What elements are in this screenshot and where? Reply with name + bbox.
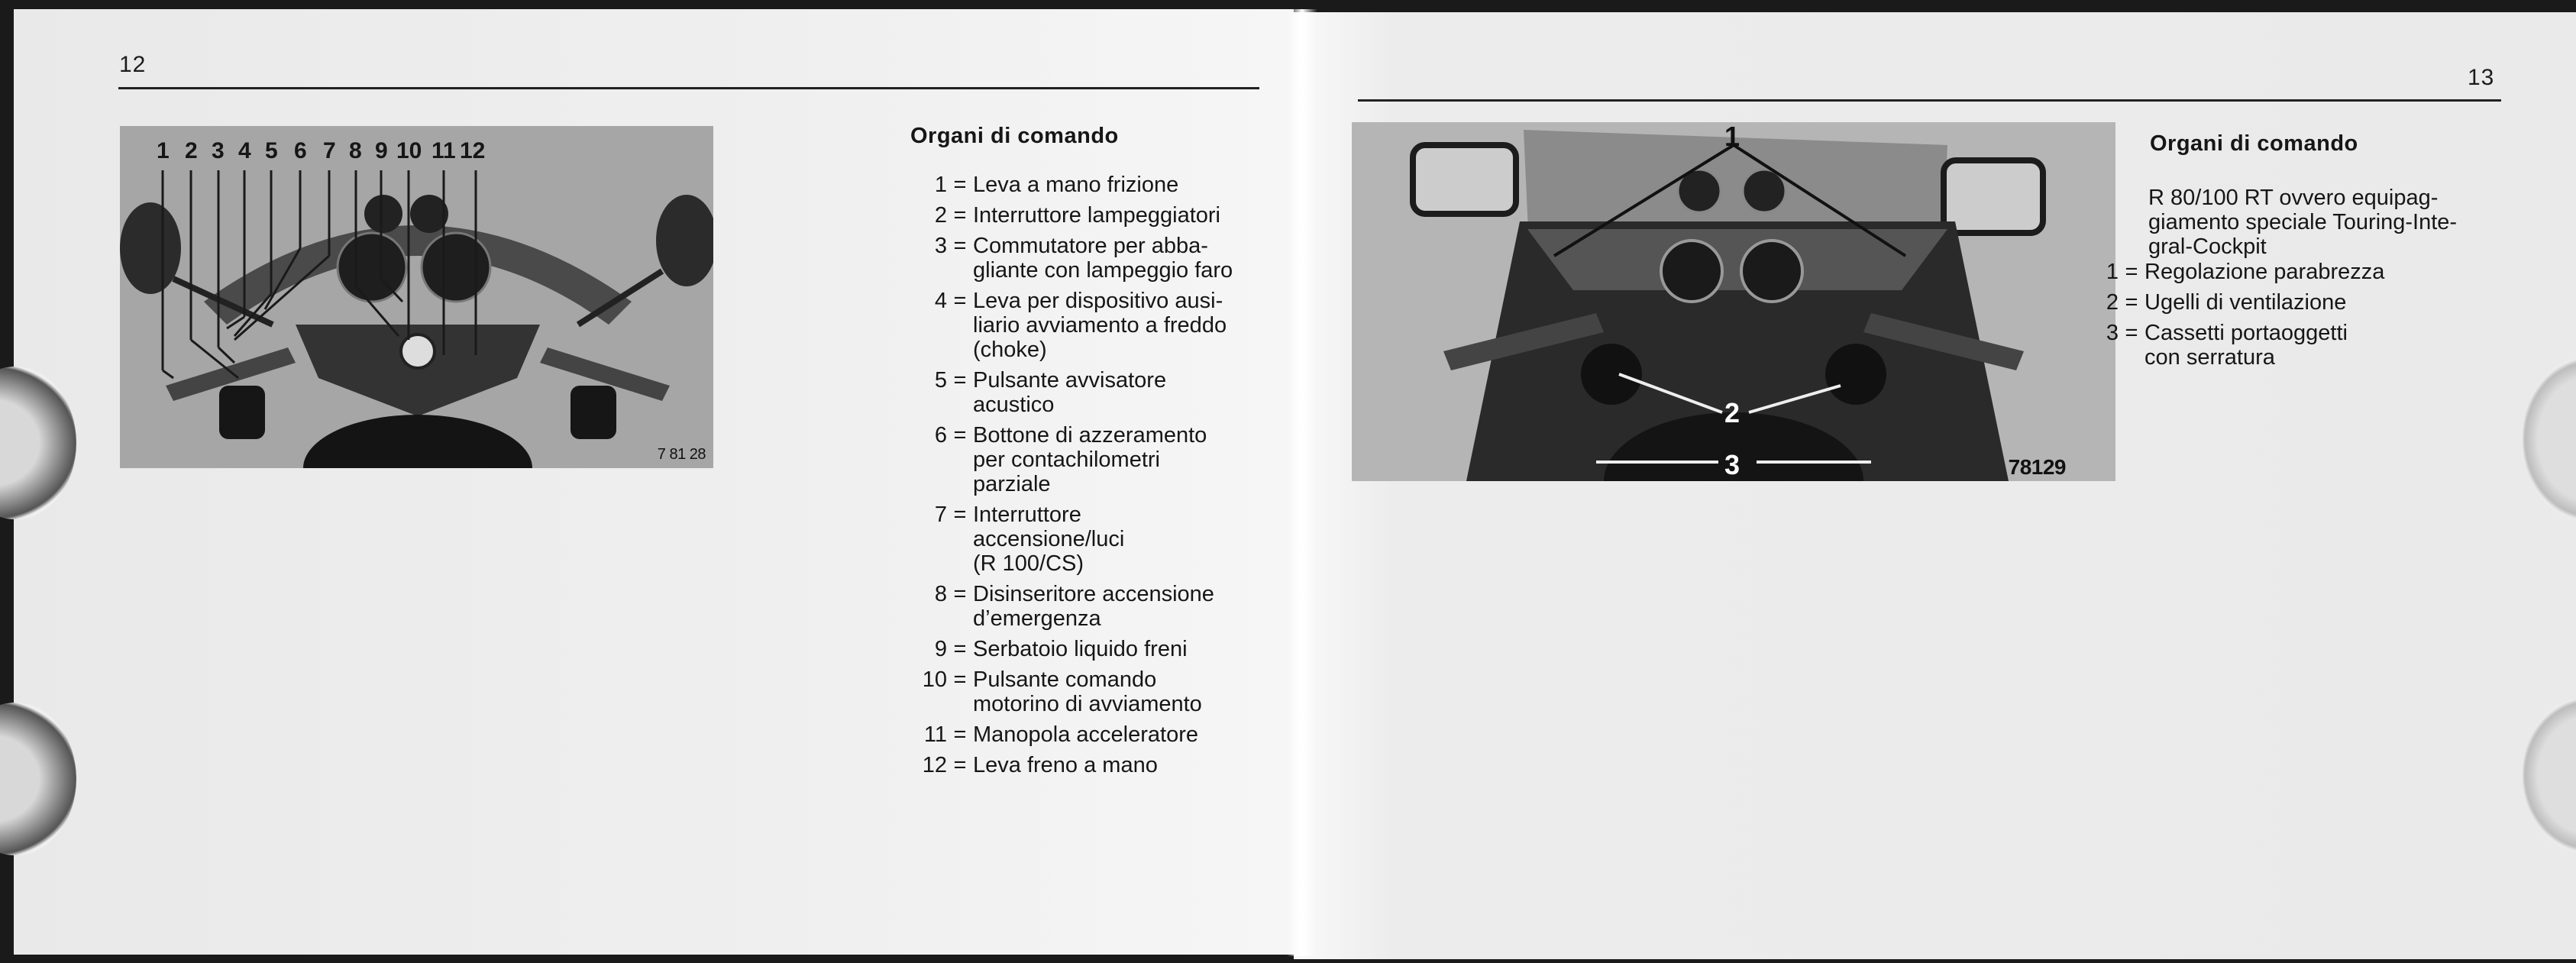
mirror-right [1944, 160, 2043, 233]
figure-code: 7 81 28 [657, 446, 706, 463]
legend-list-right [2103, 260, 2384, 376]
legend-number: 1 [934, 173, 947, 197]
callout-12: 12 [460, 138, 486, 163]
callout-5: 5 [265, 138, 278, 163]
legend-list-left [903, 173, 1233, 784]
legend-description: Interruttore lampeggiatori [973, 203, 1220, 228]
legend-description: Cassetti portaoggetti con serratura [2145, 321, 2348, 370]
legend-number: 2 [934, 203, 947, 228]
legend-equals: = [953, 173, 967, 197]
legend-equals: = [953, 667, 967, 692]
legend-description: Leva per dispositivo ausi- liario avviamento a freddo (choke) [973, 289, 1227, 362]
section-heading-right: Organi di comando [2150, 131, 2358, 156]
legend-number: 10 [922, 667, 947, 692]
legend-equals: = [953, 368, 967, 393]
handlebar-controls-photo [120, 126, 713, 468]
legend-item [903, 173, 1233, 197]
legend-equals: = [953, 289, 967, 313]
legend-item [903, 637, 1233, 661]
legend-equals: = [953, 637, 967, 661]
legend-number: 9 [934, 637, 947, 661]
legend-item [903, 368, 1233, 417]
header-rule-left [118, 87, 1259, 89]
legend-item [903, 582, 1233, 631]
legend-equals: = [953, 582, 967, 606]
legend-description: Pulsante comando motorino di avviamento [973, 667, 1202, 716]
callout-1: 1 [157, 138, 170, 163]
legend-equals: = [953, 234, 967, 258]
tachometer [338, 233, 406, 302]
legend-item [903, 289, 1233, 362]
intro-text-right: R 80/100 RT ovvero equipag- giamento speciale Touring-Inte- gral-Cockpit [2148, 186, 2458, 259]
legend-description: Pulsante avvisatore acustico [973, 368, 1167, 417]
callout-11: 11 [431, 138, 456, 163]
callout-1-right: 1 [1724, 122, 1740, 152]
callout-9: 9 [375, 138, 388, 163]
callout-2: 2 [185, 138, 198, 163]
callout-4: 4 [238, 138, 251, 163]
callout-7: 7 [323, 138, 336, 163]
legend-item [903, 503, 1233, 576]
legend-description: Ugelli di ventilazione [2145, 290, 2347, 315]
legend-description: Leva freno a mano [973, 753, 1158, 777]
legend-number: 2 [2106, 290, 2119, 315]
legend-description: Interruttore accensione/luci (R 100/CS) [973, 503, 1125, 576]
callout-6: 6 [294, 138, 307, 163]
legend-item [2103, 321, 2384, 370]
legend-description: Serbatoio liquido freni [973, 637, 1188, 661]
page-number-left: 12 [119, 52, 147, 77]
legend-equals: = [953, 722, 967, 747]
handlebar-illustration [120, 126, 713, 468]
legend-description: Commutatore per abba- gliante con lampeggio faro [973, 234, 1233, 283]
legend-equals: = [953, 423, 967, 448]
legend-description: Regolazione parabrezza [2145, 260, 2385, 284]
figure-code-right: 78129 [2008, 455, 2066, 479]
callout-numbers [120, 138, 713, 169]
vent-right [1825, 344, 1886, 405]
legend-item [2103, 260, 2384, 284]
header-rule-right [1358, 99, 2501, 102]
legend-equals: = [2125, 260, 2138, 284]
legend-equals: = [953, 203, 967, 228]
callout-2-right: 2 [1724, 397, 1740, 428]
speedometer [1741, 241, 1802, 302]
legend-item [903, 423, 1233, 496]
legend-number: 5 [934, 368, 947, 393]
legend-number: 12 [922, 753, 947, 777]
mirror-left [120, 202, 181, 294]
legend-number: 3 [934, 234, 947, 258]
legend-description: Disinseritore accensione d’emergenza [973, 582, 1214, 631]
legend-item [903, 722, 1233, 747]
tachometer [1661, 241, 1722, 302]
legend-number: 3 [2106, 321, 2119, 345]
legend-description: Manopola acceleratore [973, 722, 1199, 747]
legend-description: Bottone di azzeramento per contachilometri parziale [973, 423, 1207, 496]
callout-10: 10 [396, 138, 422, 163]
legend-number: 8 [934, 582, 947, 606]
cockpit-photo [1352, 122, 2115, 481]
legend-number: 1 [2106, 260, 2119, 284]
callout-3: 3 [212, 138, 225, 163]
legend-equals: = [2125, 290, 2138, 315]
legend-number: 11 [923, 722, 947, 747]
callout-8: 8 [349, 138, 362, 163]
legend-item [903, 753, 1233, 777]
legend-number: 4 [934, 289, 947, 313]
legend-equals: = [2125, 321, 2138, 345]
vent-left [1581, 344, 1642, 405]
book-gutter [1287, 9, 1317, 956]
instrument-panel [1527, 229, 1947, 290]
page-number-right: 13 [2468, 65, 2495, 90]
legend-equals: = [953, 503, 967, 527]
callout-3-right: 3 [1724, 449, 1740, 480]
speedometer [422, 233, 490, 302]
legend-equals: = [953, 753, 967, 777]
legend-description: Leva a mano frizione [973, 173, 1179, 197]
legend-number: 7 [934, 503, 947, 527]
bmw-logo [401, 334, 435, 368]
legend-number: 6 [934, 423, 947, 448]
mirror-left [1413, 145, 1516, 214]
legend-item [903, 234, 1233, 283]
legend-item [2103, 290, 2384, 315]
legend-item [903, 667, 1233, 716]
section-heading-left: Organi di comando [910, 124, 1119, 148]
legend-item [903, 203, 1233, 228]
